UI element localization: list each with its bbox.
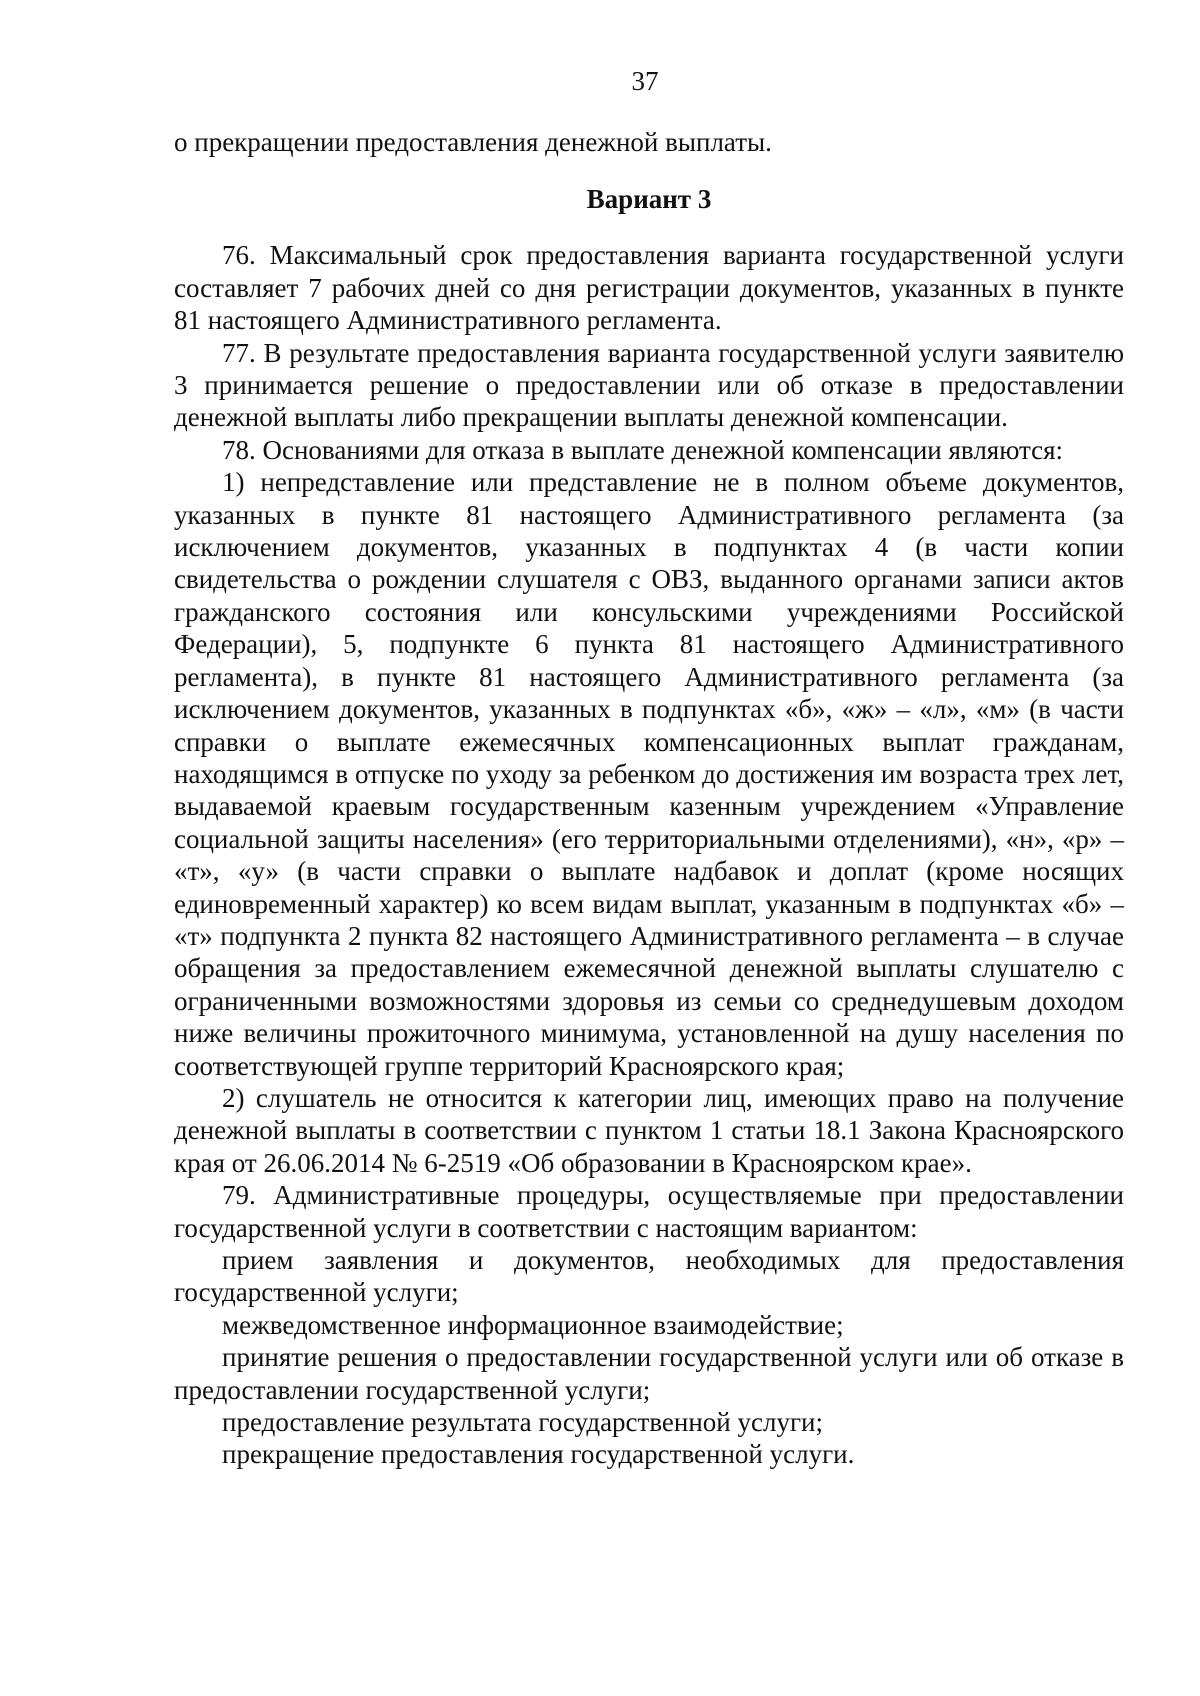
page-number: 37: [631, 66, 659, 96]
paragraph-76: 76. Максимальный срок предоставления варианта государственной услуги составляет 7 рабочих дней со дня регистрации документов, указанных в пункте 81 настоящего Административного регламента.: [174, 240, 1124, 336]
paragraph-79: 79. Административные процедуры, осуществляемые при предоставлении государственной услуги в соответствии с настоящим вариантом:: [174, 1180, 1124, 1243]
procedure-item: прием заявления и документов, необходимых для предоставления государственной услуги;: [174, 1245, 1124, 1308]
procedure-item: предоставление результата государственной услуги;: [222, 1407, 823, 1438]
paragraph-78: 78. Основаниями для отказа в выплате денежной компенсации являются:: [222, 434, 1064, 465]
paragraph-77: 77. В результате предоставления варианта государственной услуги заявителю 3 принимается решение о предоставлении или об отказе в предоставлении денежной выплаты либо прекращении выплаты денежной компенсации.: [174, 337, 1124, 433]
procedure-item: межведомственное информационное взаимодействие;: [222, 1309, 844, 1340]
section-heading: Вариант 3: [586, 184, 712, 215]
procedure-item: принятие решения о предоставлении государственной услуги или об отказе в предоставлении государственной услуги;: [174, 1342, 1124, 1405]
paragraph-78-item-2: 2) слушатель не относится к категории лиц, имеющих право на получение денежной выплаты в соответствии с пунктом 1 статьи 18.1 Закона Красноярского края от 26.06.2014 № 6-2519 «Об образовании в Красноярском крае».: [174, 1082, 1124, 1178]
procedure-item: прекращение предоставления государственной услуги.: [222, 1439, 855, 1470]
paragraph-78-item-1: 1) непредставление или представление не в полном объеме документов, указанных в пункте 81 настоящего Административного регламента (за исключением документов, указанных в подпунктах 4 (в части копии свидетельства о рождении слушателя с ОВЗ, выданного органами записи актов гражданского состояния или консульскими учреждениями Российской Федерации), 5, подпункте 6 пункта 81 настоящего Административного регламента), в пункте 81 настоящего Административного регламента (за исключением документов, указанных в подпунктах «б», «ж» – «л», «м» (в части справки о выплате ежемесячных компенсационных выплат гражданам, находящимся в отпуске по уходу за ребенком до достижения им возраста трех лет, выдаваемой краевым государственным казенным учреждением «Управление социальной защиты населения» (его территориальными отделениями), «н», «р» – «т», «у» (в части справки о выплате надбавок и доплат (кроме носящих единовременный характер) ко всем видам выплат, указанным в подпунктах «б» – «т» подпункта 2 пункта 82 настоящего Административного регламента – в случае обращения за предоставлением ежемесячной денежной выплаты слушателю с ограниченными возможностями здоровья из семьи со среднедушевым доходом ниже величины прожиточного минимума, установленной на душу населения по соответствующей группе территорий Красноярского края;: [174, 467, 1124, 1081]
intro-line: о прекращении предоставления денежной выплаты.: [174, 127, 772, 157]
document-body: [174, 126, 1124, 1471]
